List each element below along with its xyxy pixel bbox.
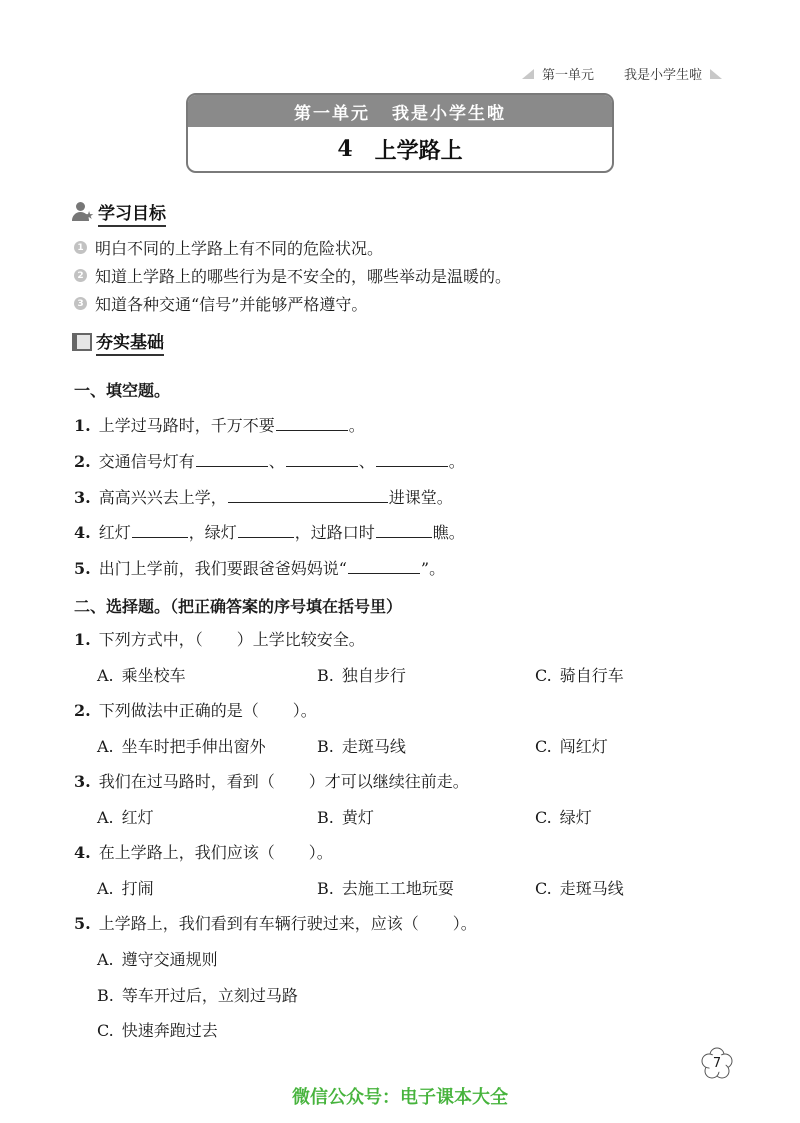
question-text: 。 — [348, 416, 365, 435]
choice-question — [74, 840, 333, 863]
question-text: 高高兴兴去上学， — [98, 488, 227, 507]
option-a[interactable]: A. 坐车时把手伸出窗外 — [97, 737, 266, 756]
question-text: ，过路口时 — [294, 523, 375, 542]
option-c[interactable]: C. 走斑马线 — [535, 879, 624, 898]
running-header-title: 我是小学生啦 — [623, 68, 702, 83]
goal-text: 知道上学路上的哪些行为是不安全的，哪些举动是温暖的。 — [95, 267, 512, 286]
question-number: 4. — [74, 843, 91, 862]
unit-title: 我是小学生啦 — [392, 103, 506, 124]
part1-title: 一、填空题。 — [74, 381, 171, 400]
option-c[interactable]: C. 绿灯 — [535, 808, 592, 827]
book-icon — [72, 333, 92, 351]
question-text: 我们在过马路时，看到（ — [98, 772, 275, 791]
option-b[interactable]: B. 等车开过后，立刻过马路 — [97, 986, 298, 1005]
question-text: 下列做法中正确的是（ — [98, 701, 259, 720]
option-b[interactable]: B. 去施工工地玩耍 — [317, 879, 454, 898]
question-text: ）上学比较安全。 — [236, 630, 365, 649]
goal-number-badge: 1 — [74, 241, 87, 254]
option-a[interactable]: A. 乘坐校车 — [97, 666, 186, 685]
question-text: 红灯 — [98, 523, 131, 542]
option-b[interactable]: B. 独自步行 — [317, 666, 406, 685]
choice-question — [74, 769, 469, 792]
goal-item — [74, 236, 383, 259]
fill-question — [74, 449, 465, 472]
lesson-title: 上学路上 — [374, 137, 463, 164]
question-number: 5. — [74, 914, 91, 933]
goals-title: 学习目标 — [98, 199, 166, 227]
question-number: 2. — [74, 701, 91, 720]
question-text: 。 — [448, 452, 465, 471]
fill-question — [74, 413, 365, 436]
question-number: 1. — [74, 416, 91, 435]
answer-blank[interactable] — [228, 486, 388, 503]
question-text: 出门上学前，我们要跟爸爸妈妈说“ — [98, 559, 347, 578]
question-text: 上学过马路时，千万不要 — [98, 416, 275, 435]
basics-section-heading — [72, 328, 164, 356]
fill-question — [74, 556, 445, 579]
option-a[interactable]: A. 打闹 — [97, 879, 154, 898]
unit-label: 第一单元 — [294, 103, 370, 124]
answer-blank[interactable] — [132, 521, 188, 538]
question-text: ”。 — [420, 559, 446, 578]
goal-text: 明白不同的上学路上有不同的危险状况。 — [95, 239, 384, 258]
unit-banner — [188, 95, 612, 127]
triangle-left-icon — [522, 69, 534, 79]
question-text: 在上学路上，我们应该（ — [98, 843, 275, 862]
option-a[interactable]: A. 红灯 — [97, 808, 154, 827]
fill-question — [74, 520, 465, 543]
answer-blank[interactable] — [376, 450, 448, 467]
goal-item — [74, 292, 367, 315]
question-text: 下列方式中，（ — [98, 630, 203, 649]
question-text: 、 — [358, 452, 375, 471]
lesson-heading — [188, 127, 612, 171]
triangle-right-icon — [710, 69, 722, 79]
answer-blank[interactable] — [348, 557, 420, 574]
option-c[interactable]: C. 闯红灯 — [535, 737, 608, 756]
lesson-number: 4 — [337, 136, 353, 162]
choice-question — [74, 627, 365, 650]
choice-question — [74, 698, 317, 721]
footer-watermark: 微信公众号：电子课本大全 — [292, 1087, 508, 1108]
question-text: 交通信号灯有 — [98, 452, 195, 471]
option-a[interactable]: A. 遵守交通规则 — [97, 950, 218, 969]
option-b[interactable]: B. 黄灯 — [317, 808, 374, 827]
answer-blank[interactable] — [376, 521, 432, 538]
fill-question — [74, 485, 453, 508]
choice-question — [74, 911, 477, 934]
question-text: 上学路上，我们看到有车辆行驶过来，应该（ — [98, 914, 419, 933]
option-c[interactable]: C. 快速奔跑过去 — [97, 1021, 218, 1040]
question-number: 3. — [74, 772, 91, 791]
part2-title: 二、选择题。（把正确答案的序号填在括号里） — [74, 597, 403, 616]
running-header-unit: 第一单元 — [541, 68, 594, 83]
question-text: ，绿灯 — [188, 523, 237, 542]
question-text: ）才可以继续往前走。 — [308, 772, 469, 791]
goal-item — [74, 264, 511, 287]
question-text: ）。 — [452, 914, 477, 933]
question-text: 瞧。 — [432, 523, 465, 542]
question-number: 3. — [74, 488, 91, 507]
answer-blank[interactable] — [276, 414, 348, 431]
answer-blank[interactable] — [196, 450, 268, 467]
goal-number-badge: 2 — [74, 269, 87, 282]
question-text: 、 — [268, 452, 285, 471]
question-number: 1. — [74, 630, 91, 649]
question-number: 5. — [74, 559, 91, 578]
lesson-title-box — [186, 93, 614, 173]
answer-blank[interactable] — [286, 450, 358, 467]
question-number: 4. — [74, 523, 91, 542]
goal-text: 知道各种交通“信号”并能够严格遵守。 — [95, 295, 368, 314]
question-text: ）。 — [308, 843, 333, 862]
learner-icon: ★ — [72, 202, 94, 224]
goal-number-badge: 3 — [74, 297, 87, 310]
running-header — [522, 64, 722, 83]
question-text: 进课堂。 — [388, 488, 453, 507]
option-b[interactable]: B. 走斑马线 — [317, 737, 406, 756]
page-number: 7 — [700, 1046, 734, 1080]
basics-title: 夯实基础 — [96, 328, 164, 356]
answer-blank[interactable] — [238, 521, 294, 538]
question-text: ）。 — [292, 701, 317, 720]
goals-section-heading — [72, 199, 166, 227]
option-c[interactable]: C. 骑自行车 — [535, 666, 624, 685]
question-number: 2. — [74, 452, 91, 471]
